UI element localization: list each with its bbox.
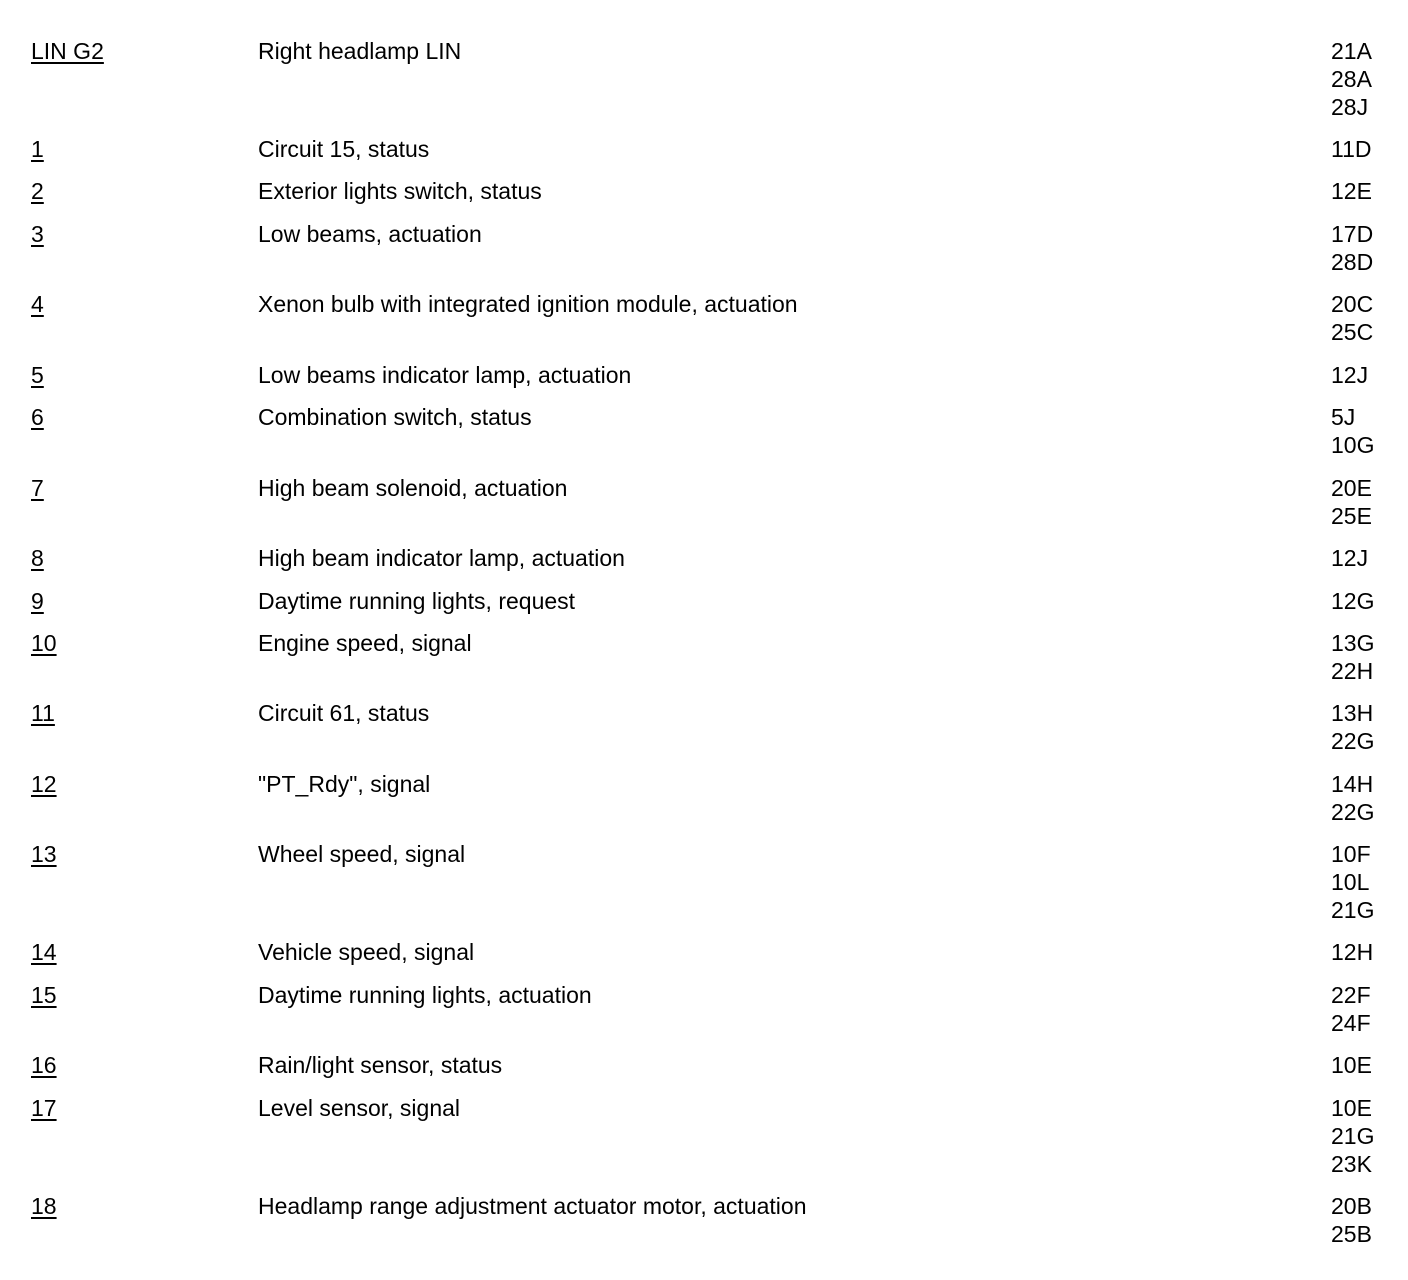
legend-refs	[1331, 290, 1373, 346]
legend-description: Circuit 15, status	[258, 136, 430, 162]
legend-description: Circuit 61, status	[258, 700, 430, 726]
legend-row	[0, 544, 1408, 587]
legend-row	[0, 770, 1408, 840]
legend-code[interactable]: 16	[31, 1052, 57, 1078]
legend-code[interactable]: 9	[31, 588, 44, 614]
legend-refs	[1331, 587, 1374, 615]
legend-row	[0, 177, 1408, 220]
legend-refs	[1331, 220, 1373, 276]
legend-row	[0, 1051, 1408, 1094]
legend-code[interactable]: 3	[31, 221, 44, 247]
legend-ref: 10F	[1331, 841, 1371, 867]
legend-ref: 21G	[1331, 897, 1375, 923]
legend-ref: 10E	[1331, 1095, 1372, 1121]
legend-ref: 20B	[1331, 1193, 1372, 1219]
legend-ref: 12G	[1331, 588, 1375, 614]
legend-ref: 28D	[1331, 249, 1374, 275]
legend-row	[0, 361, 1408, 403]
legend-refs	[1331, 474, 1372, 530]
legend-row	[0, 1192, 1408, 1252]
legend-ref: 20C	[1331, 291, 1374, 317]
legend-row	[0, 220, 1408, 290]
legend-description: "PT_Rdy", signal	[258, 771, 431, 797]
legend-ref: 22G	[1331, 728, 1375, 754]
legend-code[interactable]: 7	[31, 475, 44, 501]
legend-ref: 20E	[1331, 475, 1372, 501]
legend-ref: 11D	[1331, 136, 1372, 162]
legend-code[interactable]: 14	[31, 939, 57, 965]
legend-row	[0, 629, 1408, 699]
legend-row	[0, 938, 1408, 981]
legend-description: High beam solenoid, actuation	[258, 475, 568, 501]
legend-code[interactable]: 6	[31, 404, 44, 430]
legend-ref: 13G	[1331, 630, 1375, 656]
legend-code[interactable]: 8	[31, 545, 44, 571]
legend-code[interactable]: 15	[31, 982, 57, 1008]
legend-ref: 28A	[1331, 66, 1372, 92]
legend-ref: 10G	[1331, 432, 1375, 458]
legend-refs	[1331, 403, 1374, 459]
legend-description: Vehicle speed, signal	[258, 939, 475, 965]
legend-description: Low beams indicator lamp, actuation	[258, 362, 632, 388]
legend-code[interactable]: 4	[31, 291, 44, 317]
legend-refs	[1331, 135, 1372, 163]
legend-description: Combination switch, status	[258, 404, 532, 430]
legend-description: Daytime running lights, request	[258, 588, 576, 614]
legend-row	[0, 587, 1408, 629]
legend-description: Xenon bulb with integrated ignition module, actuation	[258, 291, 798, 317]
legend-description: Wheel speed, signal	[258, 841, 466, 867]
legend-ref: 17D	[1331, 221, 1374, 247]
legend-row	[0, 840, 1408, 938]
legend-ref: 28J	[1331, 94, 1369, 120]
legend-refs	[1331, 1192, 1372, 1248]
legend-description: Exterior lights switch, status	[258, 178, 542, 204]
legend-row	[0, 981, 1408, 1051]
legend-description: High beam indicator lamp, actuation	[258, 545, 625, 571]
legend-code[interactable]: 5	[31, 362, 44, 388]
legend-description: Right headlamp LIN	[258, 38, 462, 64]
legend-ref: 22F	[1331, 982, 1371, 1008]
legend-ref: 10L	[1331, 869, 1370, 895]
legend-ref: 25C	[1331, 319, 1374, 345]
legend-row	[0, 403, 1408, 474]
legend-refs	[1331, 1051, 1372, 1079]
legend-ref: 21G	[1331, 1123, 1375, 1149]
legend-refs	[1331, 840, 1374, 924]
legend-code[interactable]: 17	[31, 1095, 57, 1121]
legend-refs	[1331, 177, 1372, 205]
legend-refs	[1331, 699, 1374, 755]
legend-ref: 5J	[1331, 404, 1356, 430]
legend-ref: 12J	[1331, 362, 1369, 388]
legend-code[interactable]: 2	[31, 178, 44, 204]
legend-description: Low beams, actuation	[258, 221, 482, 247]
legend-ref: 22G	[1331, 799, 1375, 825]
legend-code[interactable]: 11	[31, 700, 55, 726]
legend-description: Daytime running lights, actuation	[258, 982, 592, 1008]
legend-description: Rain/light sensor, status	[258, 1052, 503, 1078]
legend-row	[0, 290, 1408, 361]
legend-ref: 12J	[1331, 545, 1369, 571]
legend-refs	[1331, 37, 1372, 121]
legend-ref: 10E	[1331, 1052, 1372, 1078]
legend-code[interactable]: 1	[31, 136, 44, 162]
legend-refs	[1331, 1094, 1374, 1178]
legend-row	[0, 37, 1408, 135]
legend-code[interactable]: 12	[31, 771, 57, 797]
legend-ref: 25B	[1331, 1221, 1372, 1247]
legend-ref: 24F	[1331, 1010, 1371, 1036]
legend-code[interactable]: 10	[31, 630, 57, 656]
legend-table	[0, 37, 1408, 1252]
legend-ref: 25E	[1331, 503, 1372, 529]
legend-refs	[1331, 938, 1373, 966]
legend-row	[0, 474, 1408, 544]
legend-row	[0, 1094, 1408, 1192]
legend-code[interactable]: LIN G2	[31, 38, 104, 64]
legend-ref: 14H	[1331, 771, 1374, 797]
legend-ref: 12E	[1331, 178, 1372, 204]
legend-refs	[1331, 770, 1374, 826]
legend-row	[0, 699, 1408, 770]
legend-row	[0, 135, 1408, 177]
legend-refs	[1331, 361, 1368, 389]
legend-code[interactable]: 18	[31, 1193, 57, 1219]
legend-ref: 13H	[1331, 700, 1374, 726]
legend-ref: 22H	[1331, 658, 1374, 684]
legend-description: Headlamp range adjustment actuator motor, actuation	[258, 1193, 807, 1219]
legend-refs	[1331, 981, 1371, 1037]
legend-ref: 23K	[1331, 1151, 1372, 1177]
legend-description: Level sensor, signal	[258, 1095, 461, 1121]
legend-description: Engine speed, signal	[258, 630, 472, 656]
legend-ref: 21A	[1331, 38, 1372, 64]
legend-code[interactable]: 13	[31, 841, 57, 867]
legend-ref: 12H	[1331, 939, 1374, 965]
legend-refs	[1331, 544, 1368, 572]
legend-refs	[1331, 629, 1374, 685]
